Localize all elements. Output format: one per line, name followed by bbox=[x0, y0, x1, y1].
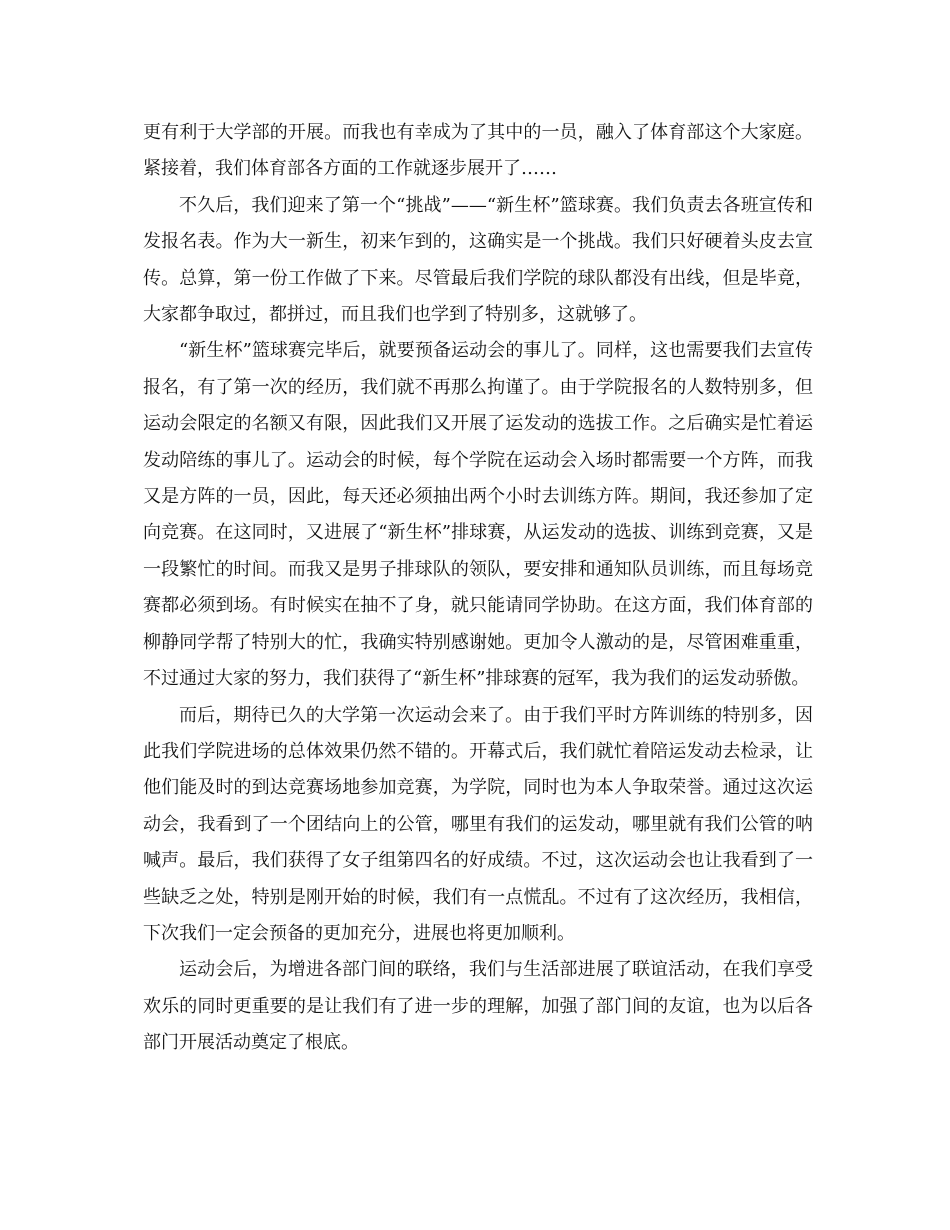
body-text bbox=[143, 115, 813, 1062]
paragraph-social-event: 运动会后，为增进各部门间的联络，我们与生活部进展了联谊活动，在我们享受欢乐的同时更重要的是让我们有了进一步的理解，加强了部门间的友谊，也为以后各部门开展活动奠定了根底。 bbox=[143, 959, 813, 1054]
paragraph-continuation: 更有利于大学部的开展。而我也有幸成为了其中的一员，融入了体育部这个大家庭。紧接着，我们体育部各方面的工作就逐步展开了…… bbox=[143, 122, 813, 180]
paragraph-sports-meet-prep: “新生杯”篮球赛完毕后，就要预备运动会的事儿了。同样，这也需要我们去宣传报名，有了第一次的经历，我们就不再那么拘谨了。由于学院报名的人数特别多，但运动会限定的名额又有限，因此我们又开展了运发动的选拔工作。之后确实是忙着运发动陪练的事儿了。运动会的时候，每个学院在运动会入场时都需要一个方阵，而我又是方阵的一员，因此，每天还必须抽出两个小时去训练方阵。期间，我还参加了定向竞赛。在这同时，又进展了“新生杯”排球赛，从运发动的选拔、训练到竞赛，又是一段繁忙的时间。而我又是男子排球队的领队，要安排和通知队员训练，而且每场竞赛都必须到场。有时候实在抽不了身，就只能请同学协助。在这方面，我们体育部的柳静同学帮了特别大的忙，我确实特别感谢她。更加令人激动的是，尽管困难重重，不过通过大家的努力，我们获得了“新生杯”排球赛的冠军，我为我们的运发动骄傲。 bbox=[143, 340, 813, 690]
paragraph-sports-meet: 而后，期待已久的大学第一次运动会来了。由于我们平时方阵训练的特别多，因此我们学院进场的总体效果仍然不错的。开幕式后，我们就忙着陪运发动去检录，让他们能及时的到达竞赛场地参加竞赛，为学院，同时也为本人争取荣誉。通过这次运动会，我看到了一个团结向上的公管，哪里有我们的运发动，哪里就有我们公管的呐喊声。最后，我们获得了女子组第四名的好成绩。不过，这次运动会也让我看到了一些缺乏之处，特别是刚开始的时候，我们有一点慌乱。不过有了这次经历，我相信，下次我们一定会预备的更加充分，进展也将更加顺利。 bbox=[143, 704, 813, 944]
paragraph-basketball: 不久后，我们迎来了第一个“挑战”——“新生杯”篮球赛。我们负责去各班宣传和发报名表。作为大一新生，初来乍到的，这确实是一个挑战。我们只好硬着头皮去宣传。总算，第一份工作做了下来。尽管最后我们学院的球队都没有出线，但是毕竟，大家都争取过，都拼过，而且我们也学到了特别多，这就够了。 bbox=[143, 194, 813, 326]
